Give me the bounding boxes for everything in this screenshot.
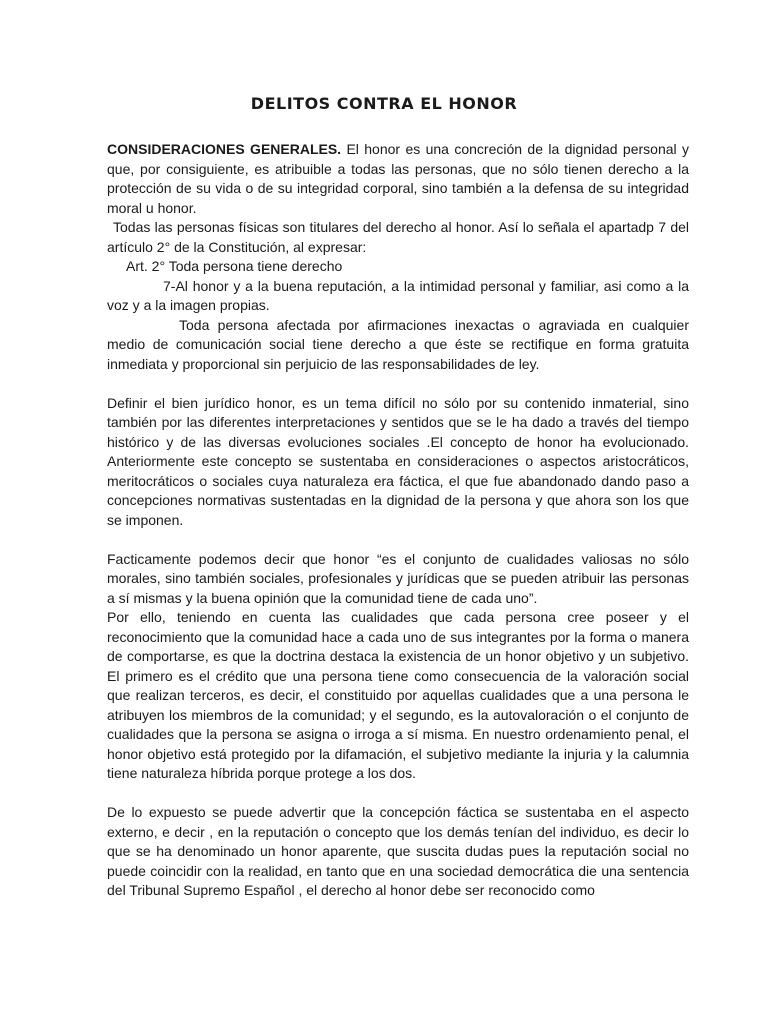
paragraph-objective-subjective: Por ello, teniendo en cuenta las cualidades que cada persona cree poseer y el reconocimiento que la comunidad hace a cada uno de sus integrantes por la forma o manera de comportarse, es que la doctrina destaca la existencia de un honor objetivo y un subjetivo. El primero es el crédito que una persona tiene como consecuencia de la valoración social que realizan terceros, es decir, el constituido por aquellas cualidades que a una persona le atribuyen los miembros de la comunidad; y el segundo, es la autovaloración o el conjunto de cualidades que la persona se asigna o irroga a sí misma. En nuestro ordenamiento penal, el honor objetivo está protegido por la difamación, el subjetivo mediante la injuria y la calumnia tiene naturaleza híbrida porque protege a los dos. [107, 609, 689, 781]
document-body [107, 140, 689, 901]
article-rectification: Toda persona afectada por afirmaciones inexactas o agraviada en cualquier medio de comunicación social tiene derecho a que éste se rectifique en forma gratuita inmediata y proporcional sin perjuicio de las responsabilidades de ley. [107, 316, 689, 372]
section-heading: CONSIDERACIONES GENERALES. [107, 141, 342, 157]
paragraph-definition: Definir el bien jurídico honor, es un tema difícil no sólo por su contenido inmaterial, sino también por las diferentes interpretaciones y sentidos que se le ha dado a través del tiempo histórico y de las diversas evoluciones sociales .El concepto de honor ha evolucionado. Anteriormente este concepto se sustentaba en consideraciones o aspectos aristocráticos, meritocráticos o sociales cuya naturaleza era fáctica, el que fue abandonado dando paso a concepciones normativas sustentadas en la dignidad de la persona y que ahora son los que se imponen. [107, 394, 689, 528]
paragraph-gap [107, 530, 689, 550]
paragraph-conclusion: De lo expuesto se puede advertir que la concepción fáctica se sustentaba en el aspecto externo, e decir , en la reputación o concepto que los demás tenían del individuo, es decir lo que se ha denominado un honor aparente, que suscita dudas pues la reputación social no puede coincidir con la realidad, en tanto que en una sociedad democrática die una sentencia del Tribunal Supremo Español , el derecho al honor debe ser reconocido como [107, 804, 689, 898]
paragraph-intro [107, 140, 689, 218]
paragraph-factual: Facticamente podemos decir que honor “es el conjunto de cualidades valiosas no sólo morales, sino también sociales, profesionales y jurídicas que se pueden atribuir las personas a sí mismas y la buena opinión que la comunidad tiene de cada uno”. [107, 550, 689, 606]
paragraph-intro-text: El honor es una concreción de la dignidad personal y que, por consiguiente, es atribuible a todas las personas, que no sólo tienen derecho a la protección de su vida o de su integridad corporal, sino también a la defensa de su integridad moral u honor. [107, 141, 690, 216]
paragraph-constitution: Todas las personas físicas son titulares del derecho al honor. Así lo señala el apartadp 7 del artículo 2° de la Constitución, al expresar: [107, 219, 689, 255]
document-title: DELITOS CONTRA EL HONOR [250, 94, 518, 113]
article-clause: 7-Al honor y a la buena reputación, a la intimidad personal y familiar, asi como a la voz y a la imagen propias. [107, 277, 689, 313]
paragraph-gap [107, 374, 689, 394]
article-heading: Art. 2° Toda persona tiene derecho [126, 258, 343, 274]
paragraph-gap [107, 784, 689, 804]
